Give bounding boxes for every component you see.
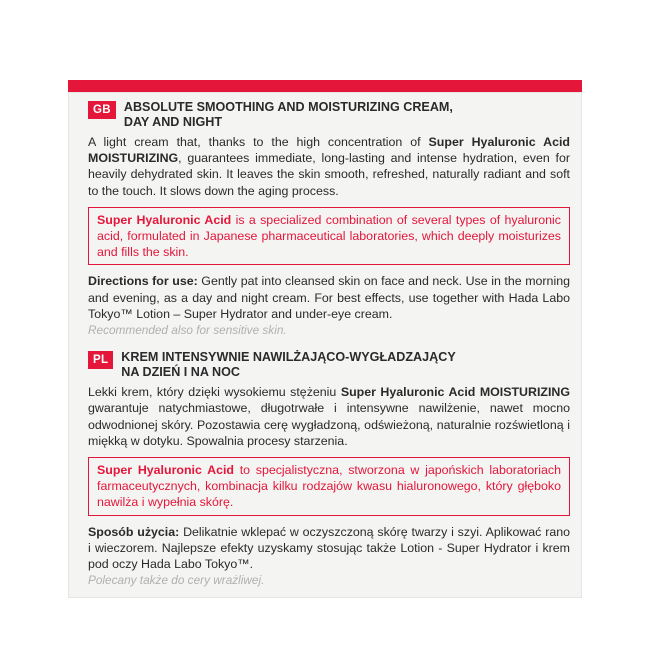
pl-description (88, 384, 570, 449)
gb-section-header (88, 100, 570, 130)
gb-product-title (124, 100, 453, 130)
pl-highlight-bold: Super Hyaluronic Acid (97, 463, 234, 478)
gb-highlight-box (88, 207, 570, 266)
pl-directions-label: Sposób użycia: (88, 524, 180, 539)
pl-directions (88, 524, 570, 589)
gb-sensitive-skin-note: Recommended also for sensitive skin. (88, 323, 287, 338)
pl-highlight-box (88, 457, 570, 516)
gb-description (88, 134, 570, 199)
pl-product-title (121, 350, 455, 380)
pl-title-line-2: NA DZIEŃ I NA NOC (121, 365, 241, 380)
label-content (88, 100, 570, 594)
gb-highlight-text: is a specialized combination of several types of hyaluronic acid, formulated in Japanese pharmaceutical laboratories, which deeply moisturizes and fills the skin. (97, 212, 561, 260)
pl-sensitive-skin-note: Polecany także do cery wrażliwej. (88, 573, 265, 588)
gb-directions (88, 273, 570, 338)
gb-intro-text-a: A light cream that, thanks to the high concentration of (88, 135, 429, 149)
pl-highlight-text: to specjalistyczna, stworzona w japońskich laboratoriach farmaceutycznych, kombinacja kilku rodzajów kwasu hialuronowego, który głęboko nawilża i wypełnia skórę. (97, 463, 561, 510)
gb-language-badge: GB (88, 101, 116, 119)
pl-title-line-1: KREM INTENSYWNIE NAWILŻAJĄCO-WYGŁADZAJĄCY (121, 350, 456, 365)
gb-title-line-1: ABSOLUTE SMOOTHING AND MOISTURIZING CREAM, (123, 100, 453, 114)
gb-title-line-2: DAY AND NIGHT (123, 115, 223, 129)
pl-directions-text: Delikatnie wklepać w oczyszczoną skórę twarzy i szyi. Aplikować rano i wieczorem. Najlepsze efekty uzyskamy stosując także Lotion - Super Hydrator i krem pod oczy Hada Labo Tokyo™. (88, 524, 570, 572)
pl-intro-text-b: gwarantuje natychmiastowe, długotrwałe i intensywne nawilżenie, nawet mocno odwodnionej skóry. Pozostawia cerę wygładzoną, odświeżoną, naturalnie rozświetloną i miękką w dotyku. Spowalnia procesy starzenia. (88, 401, 570, 448)
gb-highlight-bold: Super Hyaluronic Acid (97, 212, 232, 227)
pl-intro-bold: Super Hyaluronic Acid MOISTURIZING (340, 385, 570, 400)
gb-intro-text-b: , guarantees immediate, long-lasting and intense hydration, even for heavily dehydrated skin. It leaves the skin smooth, refreshed, naturally radiant and soft to the touch. It slows down the aging process. (88, 151, 570, 198)
gb-intro-bold: Super Hyaluronic Acid MOISTURIZING (88, 135, 570, 166)
pl-intro-text-a: Lekki krem, który dzięki wysokiemu stężeniu (88, 385, 341, 400)
gb-directions-text: Gently pat into cleansed skin on face and neck. Use in the morning and evening, as a day and night cream. For best effects, use together with Hada Labo Tokyo™ Lotion – Super Hydrator and under-eye cream. (88, 274, 570, 321)
pl-section-header (88, 350, 570, 380)
pl-language-badge: PL (88, 351, 113, 369)
gb-directions-label: Directions for use: (88, 274, 198, 289)
